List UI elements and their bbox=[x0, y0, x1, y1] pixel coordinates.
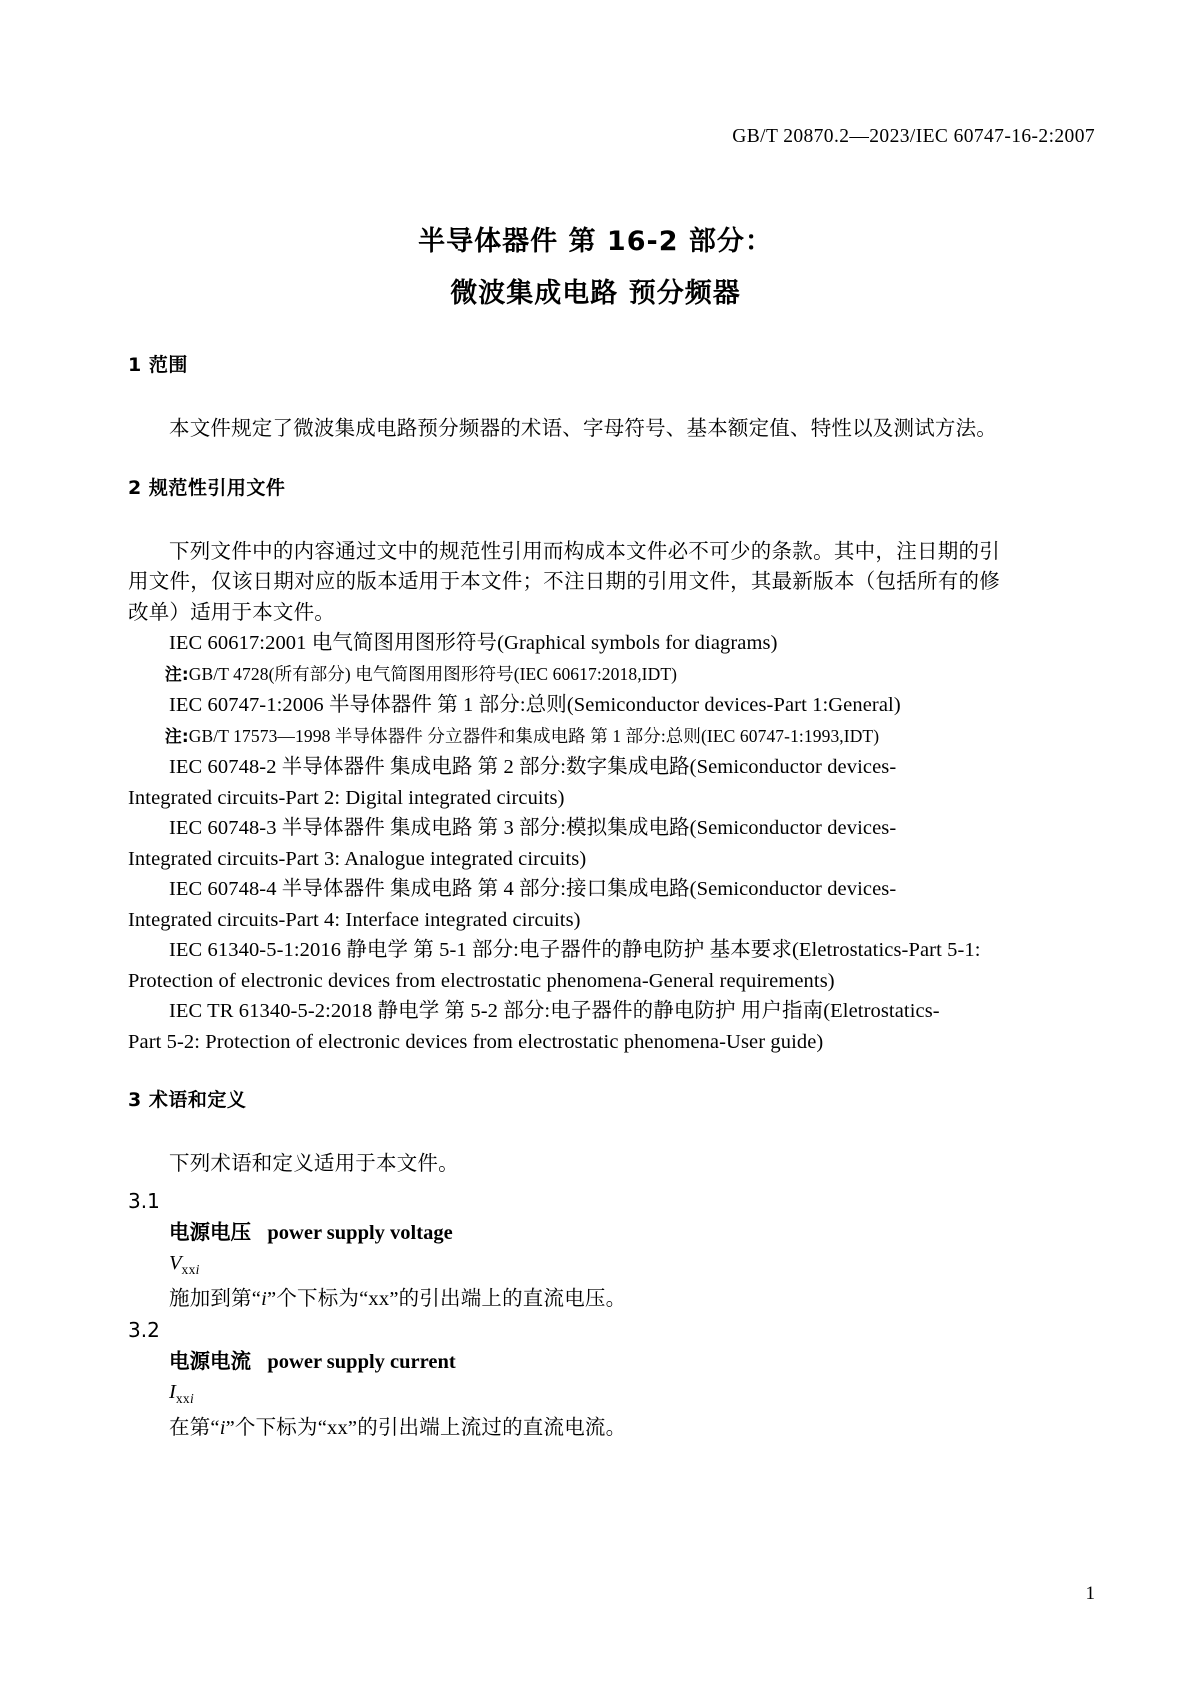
term-name-en: power supply current bbox=[267, 1350, 456, 1373]
reference-item: IEC 60748-2 半导体器件 集成电路 第 2 部分:数字集成电路(Semiconductor devices- bbox=[169, 756, 897, 778]
reference-item: IEC 60617:2001 电气简图用图形符号(Graphical symbols for diagrams) bbox=[169, 632, 778, 654]
term-definition-post: ”个下标为“xx”的引出端上的直流电压。 bbox=[267, 1287, 627, 1310]
running-header-standard-code: GB/T 20870.2—2023/IEC 60747-16-2:2007 bbox=[732, 126, 1095, 147]
term-definition-italic: i bbox=[219, 1416, 226, 1439]
reference-item: IEC 60747-1:2006 半导体器件 第 1 部分:总则(Semiconductor devices-Part 1:General) bbox=[169, 694, 901, 716]
term-name-en: power supply voltage bbox=[267, 1221, 453, 1244]
reference-note-text: GB/T 4728(所有部分) 电气简图用图形符号(IEC 60617:2018,IDT) bbox=[188, 663, 678, 684]
term-definition-pre: 在第“ bbox=[169, 1416, 220, 1439]
reference-item: IEC 60748-4 半导体器件 集成电路 第 4 部分:接口集成电路(Semiconductor devices- bbox=[169, 878, 897, 900]
term-name-zh: 电源电压 bbox=[169, 1219, 251, 1244]
document-title-line-2: 微波集成电路 预分频器 bbox=[450, 278, 741, 309]
term-symbol-subscript-italic: i bbox=[189, 1390, 194, 1406]
term-symbol-subscript bbox=[182, 1262, 200, 1277]
reference-note-text: GB/T 17573—1998 半导体器件 分立器件和集成电路 第 1 部分:总则(IEC 60747-1:1993,IDT) bbox=[188, 725, 880, 746]
reference-item-continuation: Integrated circuits-Part 3: Analogue integrated circuits) bbox=[128, 847, 587, 870]
term-name bbox=[128, 1216, 1000, 1249]
term-definition-post: ”个下标为“xx”的引出端上流过的直流电流。 bbox=[225, 1416, 627, 1439]
term-symbol-subscript-plain: xx bbox=[181, 1261, 196, 1277]
term-number: 3.2 bbox=[128, 1317, 160, 1342]
scope-paragraph: 本文件规定了微波集成电路预分频器的术语、字母符号、基本额定值、特性以及测试方法。 bbox=[169, 418, 997, 440]
term-number: 3.1 bbox=[128, 1188, 160, 1213]
term-definition bbox=[128, 1413, 1000, 1444]
reference-note bbox=[128, 721, 1000, 753]
reference-note bbox=[128, 659, 1000, 691]
section-heading-terms-and-definitions: 3 术语和定义 bbox=[128, 1089, 247, 1111]
term-symbol-subscript-italic: i bbox=[195, 1261, 200, 1277]
terms-intro: 下列术语和定义适用于本文件。 bbox=[169, 1153, 459, 1175]
term-symbol-base: I bbox=[169, 1380, 176, 1403]
reference-item-continuation: Protection of electronic devices from electrostatic phenomena-General requirements) bbox=[128, 969, 835, 992]
reference-item: IEC 61340-5-1:2016 静电学 第 5-1 部分:电子器件的静电防护 基本要求(Eletrostatics-Part 5-1: bbox=[169, 939, 981, 961]
reference-item-continuation: Part 5-2: Protection of electronic devices from electrostatic phenomena-User guide) bbox=[128, 1030, 824, 1053]
reference-item-continuation: Integrated circuits-Part 2: Digital integrated circuits) bbox=[128, 786, 565, 809]
document-title-line-1: 半导体器件 第 16-2 部分： bbox=[418, 226, 773, 257]
section-heading-normative-references: 2 规范性引用文件 bbox=[128, 476, 286, 499]
document-title bbox=[0, 216, 1191, 320]
term-symbol-subscript-plain: xx bbox=[175, 1390, 190, 1406]
reference-note-label: 注: bbox=[164, 664, 189, 685]
term-symbol-subscript bbox=[176, 1391, 194, 1406]
term-symbol-base: V bbox=[169, 1251, 182, 1274]
term-name-zh: 电源电流 bbox=[169, 1348, 251, 1373]
term-definition-italic: i bbox=[261, 1287, 268, 1310]
term-name bbox=[128, 1345, 1000, 1378]
term-symbol bbox=[128, 1378, 1000, 1413]
normative-references-intro: 下列文件中的内容通过文中的规范性引用而构成本文件必不可少的条款。其中，注日期的引用文件，仅该日期对应的版本适用于本文件；不注日期的引用文件，其最新版本（包括所有的修改单）适用于本文件。 bbox=[128, 540, 1000, 624]
reference-item: IEC TR 61340-5-2:2018 静电学 第 5-2 部分:电子器件的静电防护 用户指南(Eletrostatics- bbox=[169, 1000, 940, 1022]
reference-note-label: 注: bbox=[164, 726, 189, 747]
document-body bbox=[128, 352, 1000, 1444]
term-symbol bbox=[128, 1249, 1000, 1284]
page-number: 1 bbox=[1085, 1583, 1095, 1604]
term-definition bbox=[128, 1284, 1000, 1315]
term-definition-pre: 施加到第“ bbox=[169, 1287, 262, 1310]
reference-item-continuation: Integrated circuits-Part 4: Interface integrated circuits) bbox=[128, 908, 581, 931]
reference-item: IEC 60748-3 半导体器件 集成电路 第 3 部分:模拟集成电路(Semiconductor devices- bbox=[169, 817, 897, 839]
section-heading-scope: 1 范围 bbox=[128, 354, 188, 376]
